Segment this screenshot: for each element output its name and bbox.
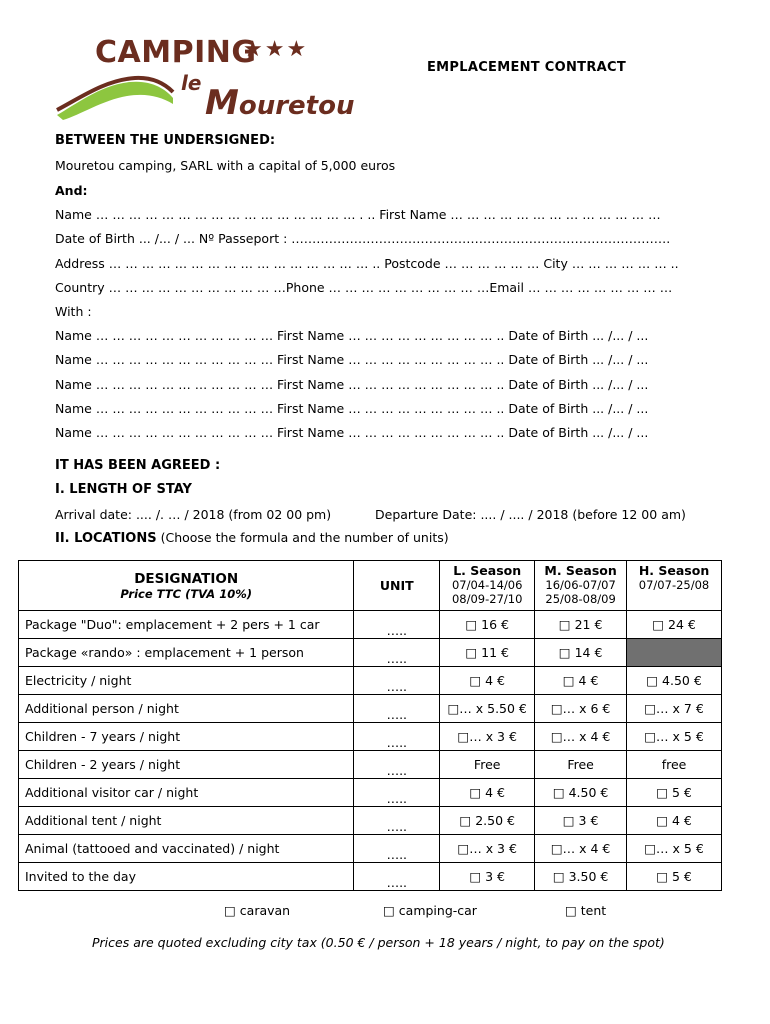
mid-season-price[interactable]: □… x 6 €	[535, 695, 627, 723]
low-season-price[interactable]: □… x 3 €	[440, 723, 535, 751]
low-season-header	[440, 561, 535, 611]
low-season-price[interactable]: □ 3 €	[440, 863, 535, 891]
high-season-price[interactable]: □ 5 €	[627, 863, 722, 891]
low-season-price[interactable]: Free	[440, 751, 535, 779]
high-season-price[interactable]: free	[627, 751, 722, 779]
table-row	[19, 863, 722, 891]
high-season-price[interactable]: □… x 7 €	[627, 695, 722, 723]
designation-header	[19, 561, 354, 611]
table-row	[19, 667, 722, 695]
high-season-price[interactable]: □ 24 €	[627, 611, 722, 639]
designation-title: DESIGNATION	[134, 570, 239, 587]
row-unit-field[interactable]: …..	[354, 779, 440, 807]
document-title: EMPLACEMENT CONTRACT	[427, 60, 627, 75]
mid-season-price[interactable]: Free	[535, 751, 627, 779]
logo-le: le	[181, 71, 202, 95]
table-row	[19, 695, 722, 723]
price-note: Price TTC (TVA 10%)	[120, 586, 252, 601]
row-designation: Invited to the day	[19, 863, 354, 891]
logo-stars: ★★★	[243, 37, 309, 62]
logo-brand: CAMPING	[95, 35, 257, 70]
row-unit-field[interactable]: …..	[354, 695, 440, 723]
season-dates: 16/06-07/07	[545, 578, 616, 592]
low-season-price[interactable]: □ 16 €	[440, 611, 535, 639]
mid-season-price[interactable]: □ 21 €	[535, 611, 627, 639]
low-season-price[interactable]: □ 4 €	[440, 667, 535, 695]
table-row	[19, 807, 722, 835]
season-name: L. Season	[453, 563, 522, 578]
season-dates: 25/08-08/09	[545, 592, 616, 606]
camping-car-option[interactable]: □ camping-car	[383, 903, 477, 918]
country-line[interactable]: Country … … … … … … … … … … …Phone … … … … … … … … … …Email … … … … … … … … …	[55, 280, 673, 295]
camping-logo	[55, 35, 355, 123]
row-designation: Package "Duo": emplacement + 2 pers + 1 car	[19, 611, 354, 639]
row-unit-field[interactable]: …..	[354, 835, 440, 863]
locations-note: (Choose the formula and the number of units)	[160, 530, 449, 545]
locations-table	[18, 560, 722, 891]
high-season-price[interactable]: □ 4 €	[627, 807, 722, 835]
row-unit-field[interactable]: …..	[354, 639, 440, 667]
companion-line[interactable]: Name … … … … … … … … … … … First Name … … … … … … … … … .. Date of Birth ... /... / ...	[55, 425, 649, 440]
logo-name	[205, 83, 354, 123]
row-designation: Additional tent / night	[19, 807, 354, 835]
high-season-price[interactable]: □ 5 €	[627, 779, 722, 807]
mid-season-price[interactable]: □ 14 €	[535, 639, 627, 667]
row-designation: Additional visitor car / night	[19, 779, 354, 807]
table-row	[19, 779, 722, 807]
row-unit-field[interactable]: …..	[354, 751, 440, 779]
row-unit-field[interactable]: …..	[354, 667, 440, 695]
mid-season-price[interactable]: □ 3.50 €	[535, 863, 627, 891]
companion-line[interactable]: Name … … … … … … … … … … … First Name … … … … … … … … … .. Date of Birth ... /... / ...	[55, 401, 649, 416]
logo-initial: M	[205, 83, 239, 123]
length-heading: I. LENGTH OF STAY	[55, 482, 192, 497]
row-unit-field[interactable]: …..	[354, 611, 440, 639]
season-dates: 08/09-27/10	[451, 592, 523, 606]
dob-passport-line[interactable]: Date of Birth ... /... / ... Nº Passeport : ……………………………………………………………………………….	[55, 231, 671, 246]
table-row	[19, 639, 722, 667]
season-name: M. Season	[544, 563, 617, 578]
row-designation: Electricity / night	[19, 667, 354, 695]
name-line[interactable]: Name … … … … … … … … … … … … … … … … . .. First Name … … … … … … … … … … … … …	[55, 207, 661, 222]
logo-name-rest: ouretou	[238, 91, 355, 121]
table-row	[19, 723, 722, 751]
low-season-price[interactable]: □ 2.50 €	[440, 807, 535, 835]
departure-date[interactable]: Departure Date: .... / .... / 2018 (before 12 00 am)	[375, 507, 686, 522]
mid-season-price[interactable]: □ 4 €	[535, 667, 627, 695]
companion-line[interactable]: Name … … … … … … … … … … … First Name … … … … … … … … … .. Date of Birth ... /... / ...	[55, 352, 649, 367]
table-header-row	[19, 561, 722, 611]
mid-season-header	[535, 561, 627, 611]
low-season-price[interactable]: □ 11 €	[440, 639, 535, 667]
table-row	[19, 611, 722, 639]
high-season-price[interactable]: □ 4.50 €	[627, 667, 722, 695]
and-label: And:	[55, 183, 88, 198]
unit-header: UNIT	[354, 561, 440, 611]
agreed-heading: IT HAS BEEN AGREED :	[55, 458, 221, 473]
season-dates: 07/07-25/08	[638, 578, 710, 592]
tent-option[interactable]: □ tent	[565, 903, 607, 918]
low-season-price[interactable]: □… x 3 €	[440, 835, 535, 863]
row-designation: Additional person / night	[19, 695, 354, 723]
company-line: Mouretou camping, SARL with a capital of 5,000 euros	[55, 158, 396, 173]
mid-season-price[interactable]: □ 3 €	[535, 807, 627, 835]
high-season-price[interactable]	[627, 639, 722, 667]
high-season-price[interactable]: □… x 5 €	[627, 835, 722, 863]
row-designation: Children - 2 years / night	[19, 751, 354, 779]
low-season-price[interactable]: □… x 5.50 €	[440, 695, 535, 723]
between-heading: BETWEEN THE UNDERSIGNED:	[55, 133, 276, 148]
row-unit-field[interactable]: …..	[354, 807, 440, 835]
city-tax-note: Prices are quoted excluding city tax (0.50 € / person + 18 years / night, to pay on the spot)	[92, 935, 665, 950]
row-designation: Animal (tattooed and vaccinated) / night	[19, 835, 354, 863]
high-season-header	[627, 561, 722, 611]
low-season-price[interactable]: □ 4 €	[440, 779, 535, 807]
season-dates: 07/04-14/06	[451, 578, 523, 592]
table-row	[19, 751, 722, 779]
high-season-price[interactable]: □… x 5 €	[627, 723, 722, 751]
mid-season-price[interactable]: □ 4.50 €	[535, 779, 627, 807]
season-name: H. Season	[638, 563, 710, 578]
table-row	[19, 835, 722, 863]
companion-line[interactable]: Name … … … … … … … … … … … First Name … … … … … … … … … .. Date of Birth ... /... / ...	[55, 328, 649, 343]
caravan-option[interactable]: □ caravan	[224, 903, 291, 918]
arrival-date[interactable]: Arrival date: .... /. … / 2018 (from 02 00 pm)	[55, 507, 332, 522]
row-designation: Children - 7 years / night	[19, 723, 354, 751]
row-designation: Package «rando» : emplacement + 1 person	[19, 639, 354, 667]
locations-heading	[55, 530, 449, 546]
mid-season-price[interactable]: □… x 4 €	[535, 835, 627, 863]
locations-title: II. LOCATIONS	[55, 531, 157, 546]
row-unit-field[interactable]: …..	[354, 863, 440, 891]
mid-season-price[interactable]: □… x 4 €	[535, 723, 627, 751]
address-line[interactable]: Address … … … … … … … … … … … … … … … … .. Postcode … … … … … … City … … … … … … ..	[55, 256, 679, 271]
with-label: With :	[55, 304, 92, 319]
companion-line[interactable]: Name … … … … … … … … … … … First Name … … … … … … … … … .. Date of Birth ... /... / ...	[55, 377, 649, 392]
row-unit-field[interactable]: …..	[354, 723, 440, 751]
